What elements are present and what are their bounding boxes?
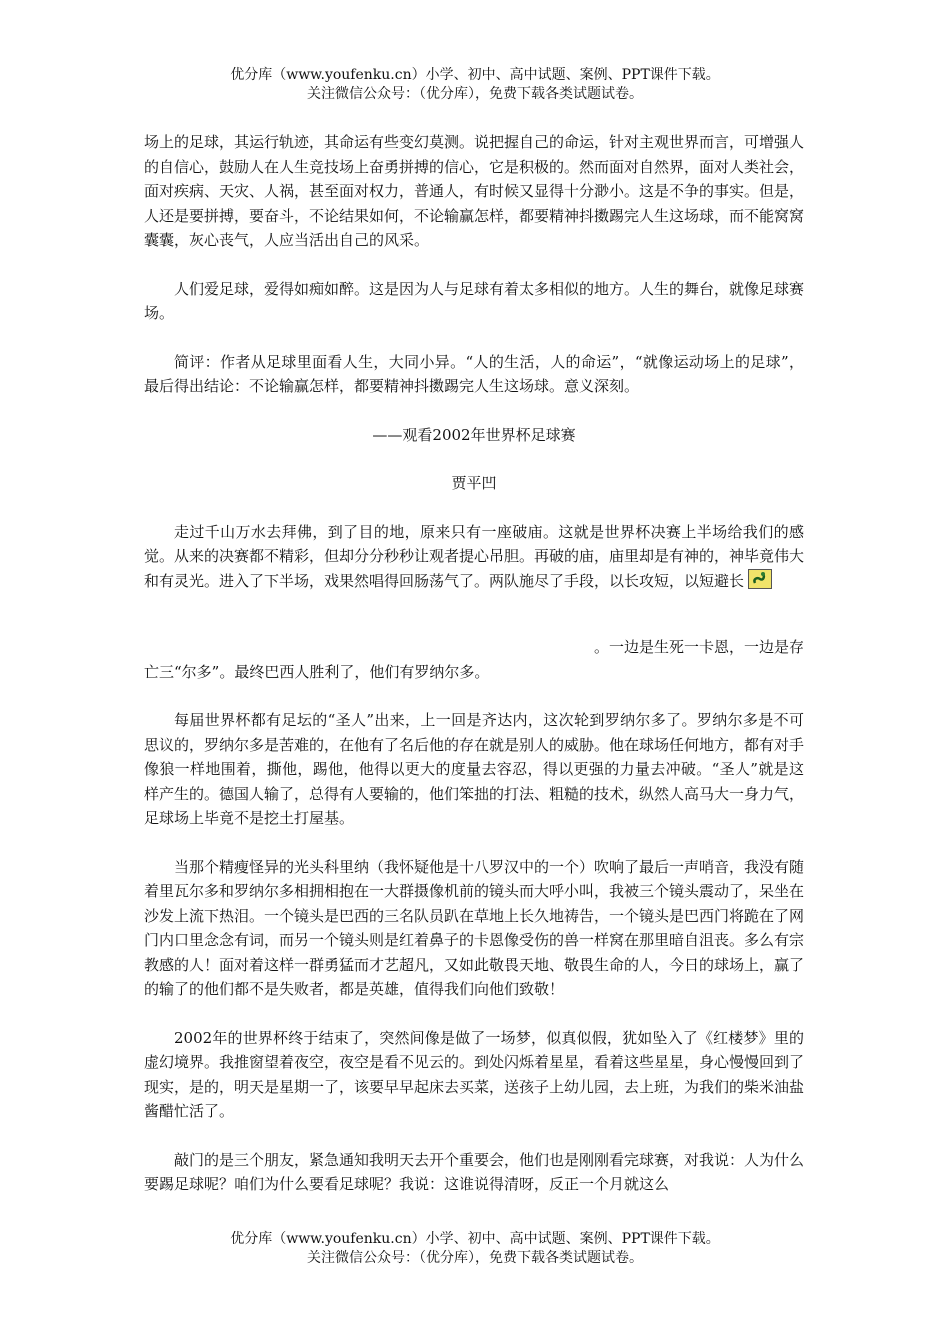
- header-line-2: 关注微信公众号：（优分库），免费下载各类试题试卷。: [307, 86, 643, 102]
- paragraph-5: 每届世界杯都有足坛的“圣人”出来，上一回是齐达内，这次轮到罗纳尔多了。罗纳尔多是不可思议的，罗纳尔多是苦难的，在他有了名后他的存在就是别人的威胁。他在球场任何地方，都有对手像狼一样地围着，撕他，踢他，他得以更大的度量去容忍，得以更强的力量去冲破。“圣人”就是这样产生的。德国人输了，总得有人要输的，他们笨拙的打法、粗糙的技术，纵然人高马大一身力气，足球场上毕竟不是挖土打屋基。: [144, 711, 805, 827]
- footer-line-2: 关注微信公众号：（优分库），免费下载各类试题试卷。: [307, 1250, 643, 1266]
- paragraph-7: 2002年的世界杯终于结束了，突然间像是做了一场梦，似真似假，犹如坠入了《红楼梦》里的虚幻境界。我推窗望着夜空，夜空是看不见云的。到处闪烁着星星，看着这些星星，身心慢慢回到了现实，是的，明天是星期一了，该要早早起床去买菜，送孩子上幼儿园，去上班，为我们的柴米油盐酱醋忙活了。: [144, 1028, 805, 1120]
- article-author: 贾平凹: [451, 474, 497, 492]
- paragraph-comment: 简评：作者从足球里面看人生，大同小异。“人的生活，人的命运”，“就像运动场上的足球”，最后得出结论：不论输赢怎样，都要精神抖擞踢完人生这场球。意义深刻。: [144, 352, 804, 395]
- paragraph-4: [144, 520, 804, 594]
- paragraph-4-part-b: 。一边是生死一卡恩，一边是存: [593, 638, 804, 656]
- footer-line-1: 优分库（www.youfenku.cn）小学、初中、高中试题、案例、PPT课件下载。: [230, 1231, 720, 1247]
- paragraph-4-part-a: 走过千山万水去拜佛，到了目的地，原来只有一座破庙。这就是世界杯决赛上半场给我们的感觉。从来的决赛都不精彩，但却分分秒秒让观者提心吊胆。再破的庙，庙里却是有神的，神毕竟伟大和有灵光。进入了下半场，戏果然唱得回肠荡气了。两队施尽了手段，以长攻短，以短避长: [144, 522, 805, 590]
- paragraph-4-continued: [144, 635, 804, 684]
- broken-image-icon[interactable]: [748, 569, 772, 589]
- paragraph-2: 人们爱足球，爱得如痴如醉。这是因为人与足球有着太多相似的地方。人生的舞台，就像足球赛场。: [144, 279, 805, 322]
- image-placeholder-gap: [144, 593, 804, 635]
- document-body: [144, 130, 804, 1221]
- paragraph-4-part-c: 亡三“尔多”。最终巴西人胜利了，他们有罗纳尔多。: [144, 662, 490, 681]
- paragraph-8: 敲门的是三个朋友，紧急通知我明天去开个重要会，他们也是刚刚看完球赛，对我说：人为什么要踢足球呢？咱们为什么要看足球呢？我说：这谁说得清呀，反正一个月就这么: [144, 1150, 805, 1193]
- paragraph-6: 当那个精瘦怪异的光头科里纳（我怀疑他是十八罗汉中的一个）吹响了最后一声哨音，我没有随着里瓦尔多和罗纳尔多相拥相抱在一大群摄像机前的镜头而大呼小叫，我被三个镜头震动了，呆坐在沙发上流下热泪。一个镜头是巴西的三名队员趴在草地上长久地祷告，一个镜头是巴西门将跪在了网门内口里念念有词，而另一个镜头则是红着鼻子的卡恩像受伤的兽一样窝在那里暗自沮丧。多么有宗教感的人！面对着这样一群勇猛而才艺超凡，又如此敬畏天地、敬畏生命的人，今日的球场上，赢了的输了的他们都不是失败者，都是英雄，值得我们向他们致敬！: [144, 857, 805, 998]
- article-subtitle: ——观看2002年世界杯足球赛: [372, 425, 576, 444]
- page-footer: [0, 1230, 950, 1268]
- paragraph-1: 场上的足球，其运行轨迹，其命运有些变幻莫测。说把握自己的命运，针对主观世界而言，可增强人的自信心，鼓励人在人生竞技场上奋勇拼搏的信心，它是积极的。然而面对自然界，面对人类社会，面对疾病、天灾、人祸，甚至面对权力，普通人，有时候又显得十分渺小。这是不争的事实。但是，人还是要拼搏，要奋斗，不论结果如何，不论输赢怎样，都要精神抖擞踢完人生这场球，而不能窝窝囊囊，灰心丧气，人应当活出自己的风采。: [144, 133, 805, 249]
- page-header: [0, 66, 950, 104]
- header-line-1: 优分库（www.youfenku.cn）小学、初中、高中试题、案例、PPT课件下载。: [230, 67, 720, 83]
